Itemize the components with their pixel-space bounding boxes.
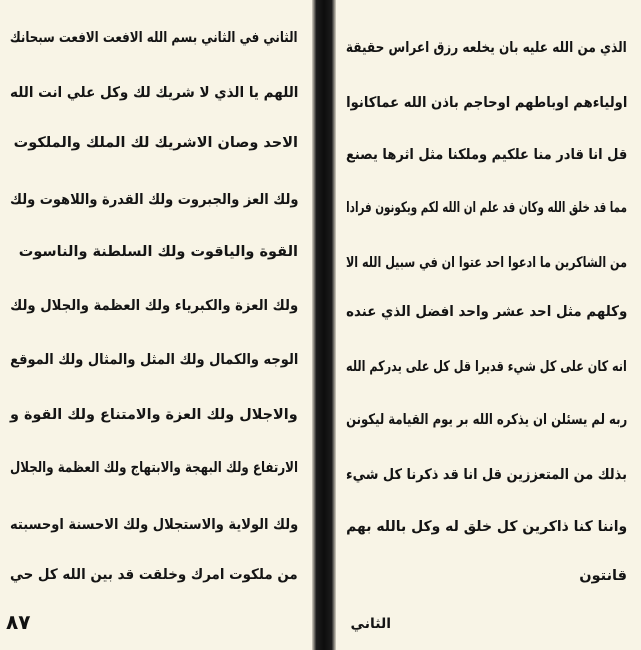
right-page-line-9: بذلك من المتعززين قل انا قد ذكرنا كل شيء — [346, 467, 627, 483]
right-page-line-10: واننا كنا ذاكرين كل خلق له وكل بالله بهم — [345, 519, 627, 535]
right-page-line-1: الذي من الله عليه بان يخلعه رزق اعراس حقيقة — [346, 40, 627, 56]
left-page-line-7: الوجه والكمال ولك المثل والمثال ولك الموقع — [9, 352, 298, 368]
page-number: ۸۷ — [6, 610, 31, 634]
right-page-line-6: وكلهم مثل احد عشر واحد افضل الذي عنده — [345, 304, 627, 320]
right-page-line-8: ربه لم يسئلن ان يذكره الله بر يوم القيامة ليكونن — [345, 412, 627, 428]
left-page — [0, 0, 312, 650]
right-page — [336, 0, 641, 650]
right-page-line-5: من الشاكرين ما ادعوا احد عتوا ان في سبيل الله الا — [345, 255, 627, 271]
catchword: الثاني — [350, 616, 391, 632]
right-page-line-3: قل انا قادر منا علكيم وملكنا مثل اثرها يصنع — [345, 147, 627, 163]
left-page-line-5: القوة والياقوت ولك السلطنة والناسوت — [18, 244, 298, 260]
left-page-line-6: ولك العزة والكبرياء ولك العظمة والجلال ولك — [9, 298, 298, 314]
left-page-line-11: من ملكوت امرك وخلقت قد بين الله كل حي — [10, 567, 298, 583]
right-page-line-11: قانتون — [579, 568, 627, 584]
book-gutter — [312, 0, 336, 650]
left-page-line-9: الارتفاع ولك البهجة والابتهاج ولك العظمة والجلال — [9, 460, 298, 476]
left-page-line-10: ولك الولاية والاستجلال ولك الاحسنة اوحسبته — [9, 517, 298, 533]
left-page-line-8: والاجلال ولك العزة والامتناع ولك القوة و — [10, 407, 298, 423]
left-page-line-1: الثاني في الثاني بسم الله الافعت الافعت سبحانك — [10, 30, 298, 46]
left-page-line-4: ولك العز والجبروت ولك القدرة واللاهوت ولك — [9, 192, 298, 208]
right-page-line-2: اولياءهم اوباطهم اوحاجم باذن الله عماكانوا — [345, 95, 627, 111]
right-page-line-7: انه كان على كل شيء قديرا قل كل على يدركم الله — [346, 359, 627, 375]
left-page-line-2: اللهم يا الذي لا شريك لك وكل علي انت الله — [9, 85, 298, 101]
right-page-line-4: مما قد خلق الله وكان قد علم ان الله لكم ويكونون فرادا — [346, 200, 627, 216]
left-page-line-3: الاحد وصان الاشريك لك الملك والملكوت — [13, 135, 298, 151]
